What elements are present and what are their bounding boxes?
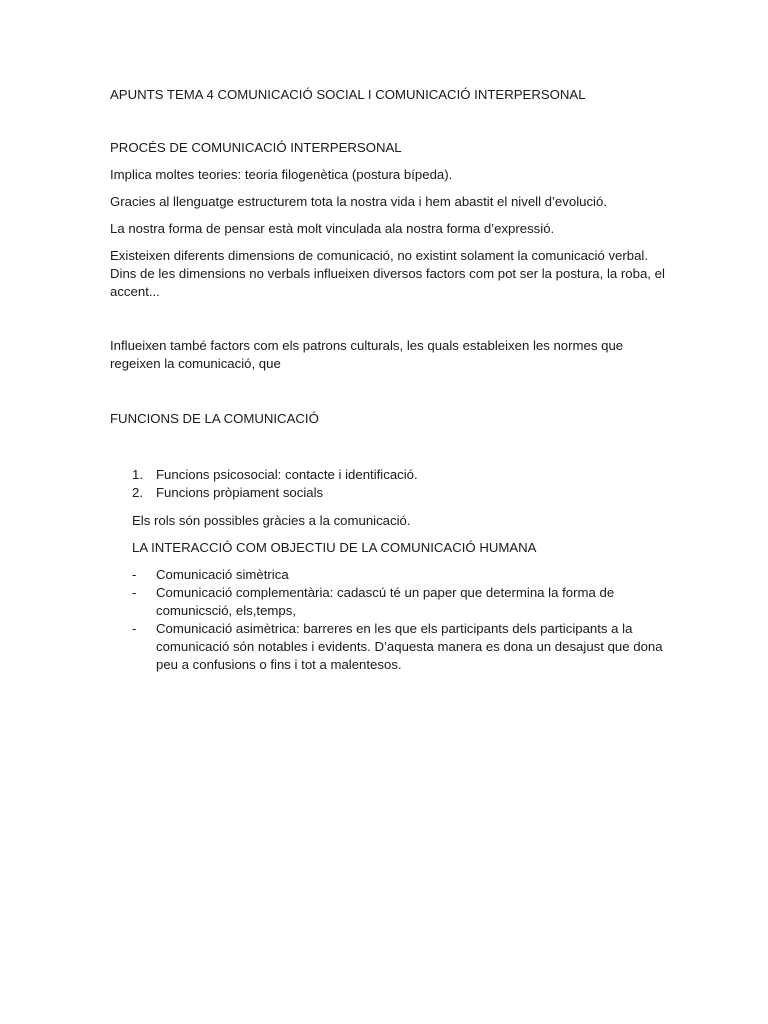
paragraph-cultural-patterns: Influeixen també factors com els patrons culturals, les quals estableixen les normes que regeixen la comunicació, que [110,338,624,371]
paragraph-dimensions: Existeixen diferents dimensions de comunicació, no existint solament la comunicació verbal. Dins de les dimensions no verbals influeixen diversos factors com pot ser la postura, la roba, el accent... [110,248,665,299]
section-heading-interpersonal: PROCÉS DE COMUNICACIÓ INTERPERSONAL [110,140,402,155]
document-title: APUNTS TEMA 4 COMUNICACIÓ SOCIAL I COMUNICACIÓ INTERPERSONAL [110,87,586,102]
paragraph-thinking: La nostra forma de pensar està molt vinculada ala nostra forma d’expressió. [110,221,555,236]
functions-numbered-list [110,466,666,502]
list-item [110,566,666,584]
list-item-text: Comunicació complementària: cadascú té un paper que determina la forma de comunicsció, els,temps, [156,585,615,618]
paragraph-roles: Els rols són possibles gràcies a la comunicació. [132,513,411,528]
paragraph-language: Gracies al llenguatge estructurem tota la nostra vida i hem abastit el nivell d’evolució. [110,194,607,209]
communication-types-list [110,566,666,674]
document-body [110,86,666,674]
list-item-marker: 1. [132,467,143,482]
list-item-text: Comunicació asimètrica: barreres en les que els participants dels participants a la comunicació són notables i evidents. D’aquesta manera es dona un desajust que dona peu a confusions o fins i tot a malentesos. [156,621,663,672]
list-item-text: Comunicació simètrica [156,567,289,582]
list-item-text: Funcions pròpiament socials [156,485,324,500]
list-item-marker: - [132,585,137,600]
list-item [110,484,666,502]
list-item [110,584,666,620]
section-heading-functions: FUNCIONS DE LA COMUNICACIÓ [110,411,319,426]
list-item [110,620,666,674]
subheading-interaction: LA INTERACCIÓ COM OBJECTIU DE LA COMUNICACIÓ HUMANA [132,540,537,555]
list-item-marker: 2. [132,485,143,500]
paragraph-theories: Implica moltes teories: teoria filogenètica (postura bípeda). [110,167,453,182]
list-item [110,466,666,484]
list-item-text: Funcions psicosocial: contacte i identificació. [156,467,418,482]
list-item-marker: - [132,621,137,636]
list-item-marker: - [132,567,137,582]
